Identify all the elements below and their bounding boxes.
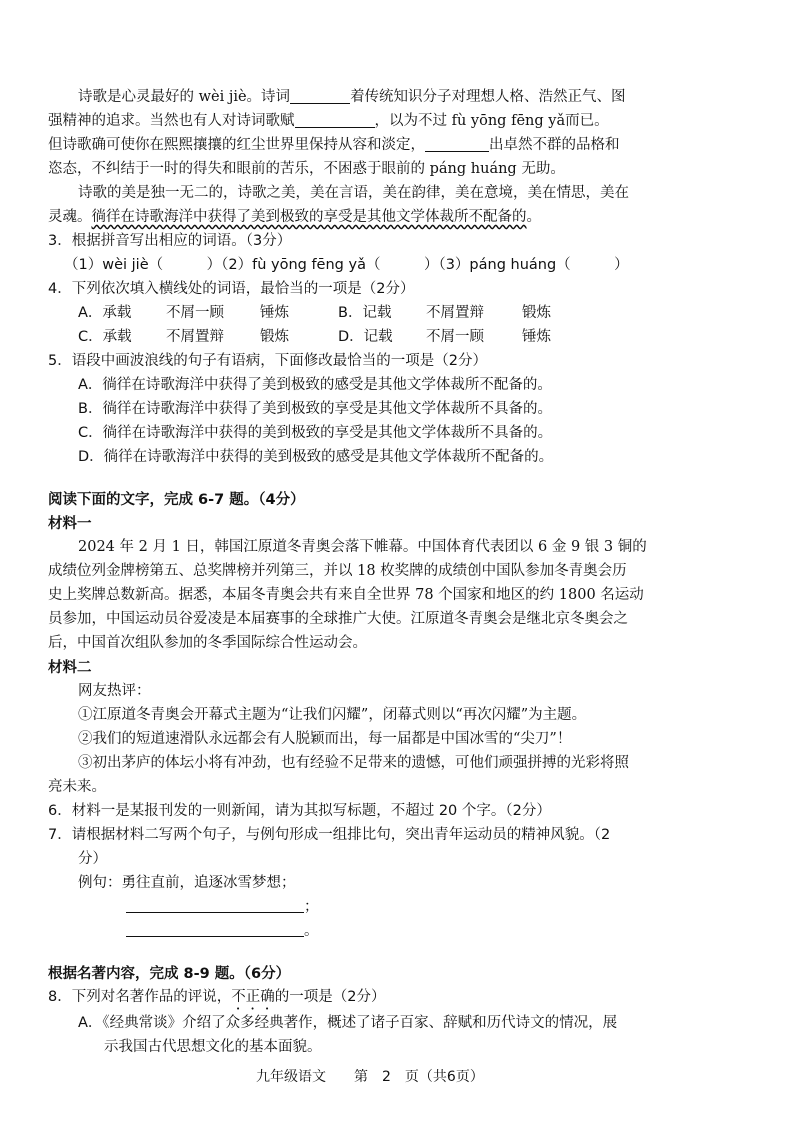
material-2-line: ②我们的短道速滑队永远都会有人脱颖而出，每一届都是中国冰雪的“尖刀”！ bbox=[78, 731, 572, 747]
passage-text: 强精神的追求。当然也有人对诗词歌赋 bbox=[48, 113, 295, 129]
option-4c-word3: 锻炼 bbox=[260, 329, 289, 345]
option-4b-word3: 锻炼 bbox=[522, 305, 551, 321]
material-2-line: ③初出茅庐的体坛小将有冲劲，也有经验不足带来的遗憾，可他们顽强拼搏的光彩将照 bbox=[78, 755, 629, 771]
fill-blank bbox=[290, 87, 350, 104]
question-7-example: 例句：勇往直前，追逐冰雪梦想； bbox=[78, 875, 296, 891]
question-3-stem: 3．根据拼音写出相应的词语。（3分） bbox=[48, 233, 292, 249]
option-5b[interactable]: B．徜徉在诗歌海洋中获得了美到极致的享受是其他文学体裁所不具备的。 bbox=[78, 401, 552, 417]
material-1-title: 材料一 bbox=[48, 516, 92, 532]
passage-line bbox=[48, 134, 620, 156]
option-8a-cont: 示我国古代思想文化的基本面貌。 bbox=[104, 1039, 322, 1055]
passage-text: 。 bbox=[526, 209, 541, 225]
material-2-line: 亮未来。 bbox=[48, 779, 106, 795]
option-4a-word2: 不屑一顾 bbox=[166, 305, 224, 321]
passage-line bbox=[78, 86, 626, 108]
passage-line: 恣态，不纠结于一时的得失和眼前的苦乐，不困惑于眼前的 páng huáng 无助。 bbox=[48, 161, 565, 177]
option-5a[interactable]: A．徜徉在诗歌海洋中获得了美到极致的感受是其他文学体裁所不配备的。 bbox=[78, 377, 552, 393]
question-7-stem-cont: 分） bbox=[78, 851, 107, 867]
option-4d[interactable]: D．记载 bbox=[338, 329, 393, 345]
section-intro: 阅读下面的文字，完成 6-7 题。（4分） bbox=[48, 492, 305, 508]
material-1-line: 史上奖牌总数新高。据悉，本届冬青奥会共有来自全世界 78 个国家和地区的约 1800 名运动 bbox=[48, 587, 644, 603]
answer-line-2[interactable] bbox=[126, 936, 304, 937]
material-1-line: 员参加，中国运动员谷爱凌是本届赛事的全球推广大使。江原道冬青奥会是继北京冬奥会之 bbox=[48, 611, 628, 627]
passage-text: 着传统知识分子对理想人格、浩然正气、图 bbox=[350, 89, 626, 105]
option-5d[interactable]: D．徜徉在诗歌海洋中获得的美到极致的感受是其他文学体裁所不配备的。 bbox=[78, 449, 554, 465]
fill-blank bbox=[295, 111, 375, 128]
material-2-line: ①江原道冬青奥会开幕式主题为“让我们闪耀”，闭幕式则以“再次闪耀”为主题。 bbox=[78, 707, 587, 723]
material-2-line: 网友热评： bbox=[78, 683, 151, 699]
fill-blank bbox=[425, 135, 489, 152]
page-footer: 九年级语文 第 2 页（共6页） bbox=[256, 1069, 484, 1085]
question-3-items: （1）wèi jiè（ ）（2）fù yōng fēng yǎ（ ）（3）páng huáng（ ） bbox=[64, 257, 629, 273]
question-8-stem-text: 8．下列对名著作品的评说， bbox=[48, 989, 232, 1005]
question-4-stem: 4．下列依次填入横线处的词语，最恰当的一项是（2分） bbox=[48, 281, 415, 297]
option-4a[interactable]: A．承载 bbox=[78, 305, 132, 321]
section-intro: 根据名著内容，完成 8-9 题。（6分） bbox=[48, 966, 291, 982]
passage-text: 灵魂。 bbox=[48, 209, 92, 225]
material-2-title: 材料二 bbox=[48, 660, 92, 676]
option-4a-word3: 锤炼 bbox=[260, 305, 289, 321]
passage-line bbox=[48, 206, 541, 228]
option-8a[interactable]: A．《经典常谈》介绍了众多经典著作，概述了诸子百家、辞赋和历代诗文的情况，展 bbox=[78, 1015, 618, 1031]
passage-text: 但诗歌确可使你在熙熙攘攘的红尘世界里保持从容和淡定， bbox=[48, 137, 425, 153]
option-4b-word2: 不屑置辩 bbox=[426, 305, 484, 321]
question-6-stem: 6．材料一是某报刊发的一则新闻，请为其拟写标题，不超过 20 个字。（2分） bbox=[48, 803, 551, 819]
option-4d-word3: 锤炼 bbox=[522, 329, 551, 345]
option-5c[interactable]: C．徜徉在诗歌海洋中获得的美到极致的享受是其他文学体裁所不具备的。 bbox=[78, 425, 553, 441]
option-4c-word2: 不屑置辩 bbox=[166, 329, 224, 345]
passage-line: 诗歌的美是独一无二的，诗歌之美，美在言语，美在韵律，美在意境，美在情思，美在 bbox=[78, 185, 629, 201]
question-5-stem: 5．语段中画波浪线的句子有语病，下面修改最恰当的一项是（2分） bbox=[48, 353, 487, 369]
material-1-line: 2024 年 2 月 1 日，韩国江原道冬青奥会落下帷幕。中国体育代表团以 6 金 9 银 3 铜的 bbox=[78, 539, 647, 555]
answer-line-2-end: 。 bbox=[304, 923, 319, 939]
passage-text: ，以为不过 fù yōng fēng yǎ而已。 bbox=[374, 113, 609, 129]
answer-line-1[interactable] bbox=[126, 912, 304, 913]
answer-line-1-end: ； bbox=[304, 899, 319, 915]
material-1-line: 后，中国首次组队参加的冬季国际综合性运动会。 bbox=[48, 635, 367, 651]
option-4c[interactable]: C．承载 bbox=[78, 329, 132, 345]
material-1-line: 成绩位列金牌榜第五、总奖牌榜并列第三，并以 18 枚奖牌的成绩创中国队参加冬青奥会历 bbox=[48, 563, 627, 579]
question-8-emphasis: 不正确 bbox=[231, 989, 275, 1005]
question-8-stem bbox=[48, 986, 385, 1013]
option-4d-word2: 不屑一顾 bbox=[426, 329, 484, 345]
question-8-stem-text: 的一项是（2分） bbox=[274, 989, 386, 1005]
option-4b[interactable]: B．记载 bbox=[338, 305, 392, 321]
passage-text: 出卓然不群的品格和 bbox=[489, 137, 620, 153]
wavy-underlined-sentence: 徜徉在诗歌海洋中获得了美到极致的享受是其他文学体裁所不配备的 bbox=[91, 209, 527, 225]
passage-text: 诗歌是心灵最好的 wèi jiè。诗词 bbox=[78, 89, 291, 105]
question-7-stem: 7．请根据材料二写两个句子，与例句形成一组排比句，突出青年运动员的精神风貌。（2 bbox=[48, 827, 611, 843]
passage-line bbox=[48, 110, 609, 132]
